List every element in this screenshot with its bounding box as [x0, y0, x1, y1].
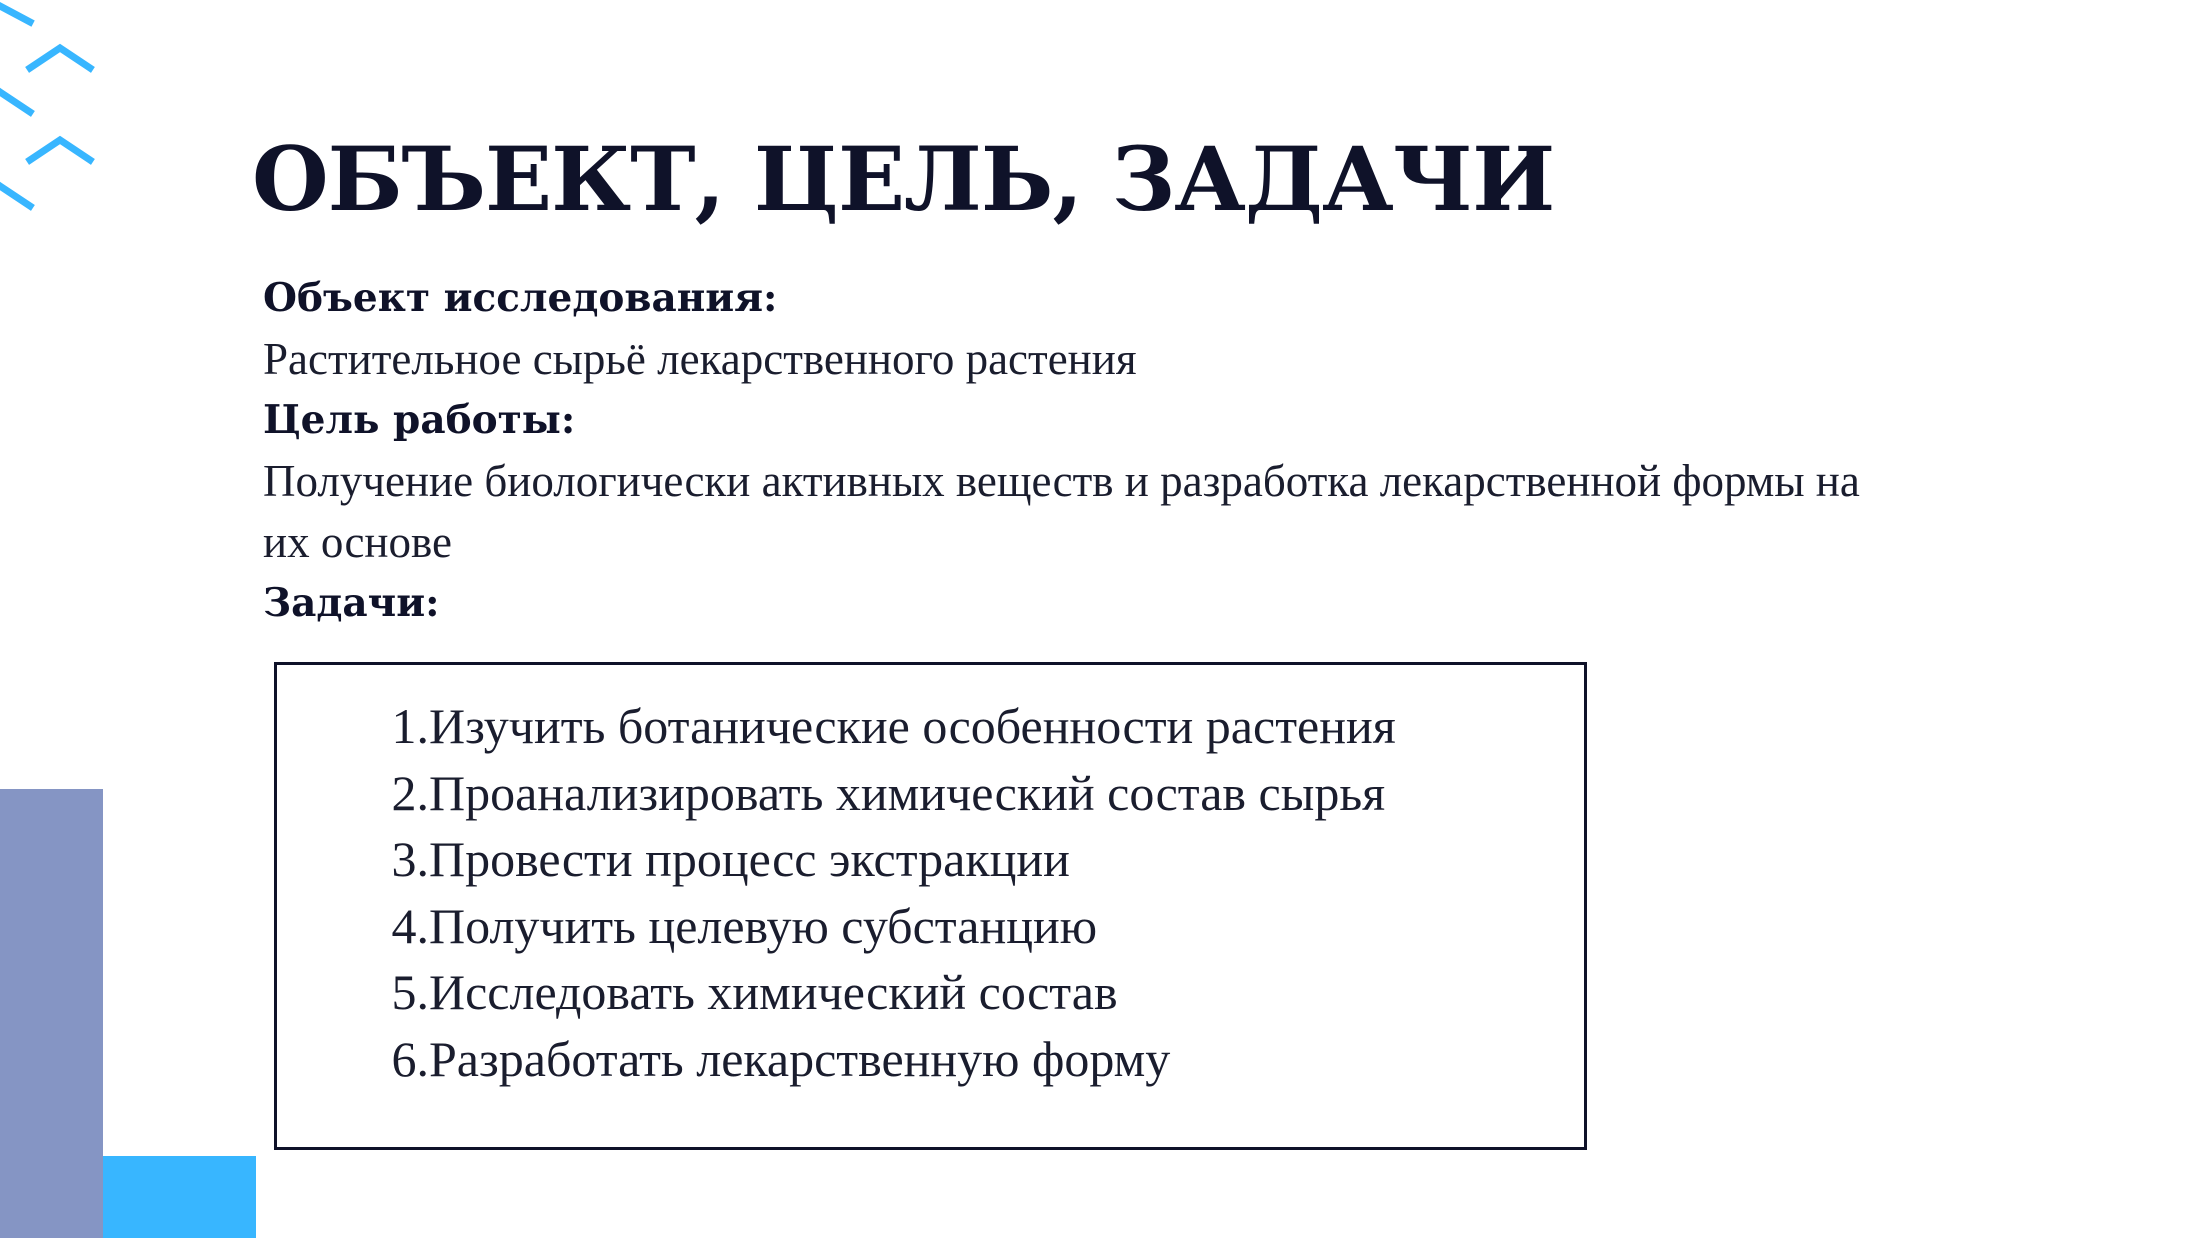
goal-text-line-2: их основе [263, 517, 452, 567]
task-text: Проанализировать химический состав сырья [429, 764, 1386, 821]
task-number: 2. [391, 764, 429, 821]
task-number: 5. [391, 964, 429, 1020]
object-label: Объект исследования: [263, 275, 778, 321]
task-number: 1. [391, 698, 429, 754]
tasks-label: Задачи: [263, 580, 440, 626]
task-text: Разработать лекарственную форму [429, 1030, 1171, 1087]
task-number: 3. [391, 831, 429, 887]
slide-content [263, 268, 2063, 634]
list-item [277, 826, 1584, 893]
decorative-bar-blue [103, 1156, 256, 1238]
task-text: Получить целевую субстанцию [429, 897, 1098, 954]
list-item [277, 693, 1584, 760]
object-text: Растительное сырьё лекарственного растения [263, 334, 1137, 384]
task-text: Провести процесс экстракции [429, 831, 1070, 887]
task-text: Исследовать химический состав [429, 964, 1118, 1020]
task-number: 6. [391, 1030, 429, 1087]
goal-label: Цель работы: [263, 397, 576, 443]
tasks-box [274, 662, 1587, 1150]
slide-title: ОБЪЕКТ, ЦЕЛЬ, ЗАДАЧИ [252, 127, 1555, 231]
task-text: Изучить ботанические особенности растения [429, 698, 1396, 754]
decorative-bar-purple [0, 789, 103, 1238]
list-item [277, 893, 1584, 960]
tasks-list [277, 693, 1584, 1092]
list-item [277, 1026, 1584, 1093]
goal-text-line-1: Получение биологически активных веществ и разработка лекарственной формы на [263, 456, 1860, 506]
chevron-pattern-icon [0, 0, 100, 220]
task-number: 4. [391, 897, 429, 954]
list-item [277, 959, 1584, 1026]
list-item [277, 760, 1584, 827]
